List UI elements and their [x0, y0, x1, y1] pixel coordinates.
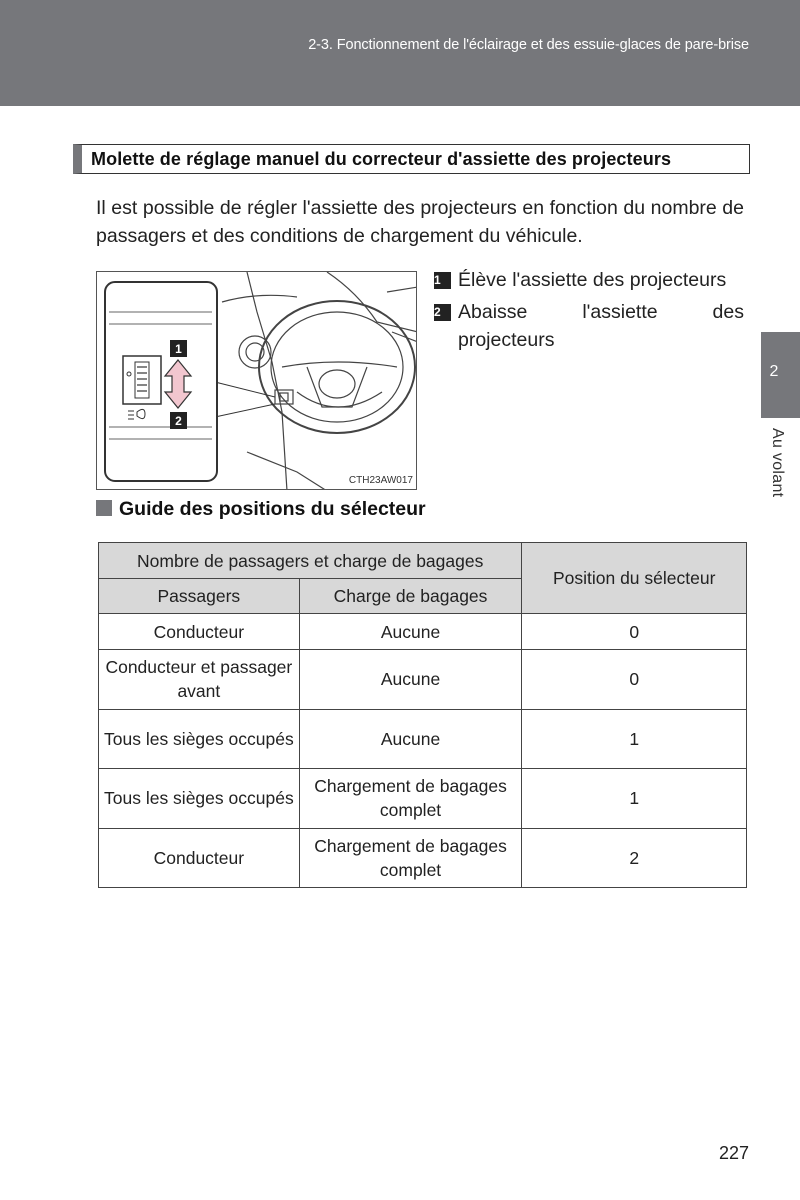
cell-charge: Aucune: [299, 709, 522, 769]
cell-charge: Chargement de bagages complet: [299, 828, 522, 888]
page-number: 227: [718, 1143, 749, 1163]
cell-position: 0: [522, 650, 747, 710]
group-header: Nombre de passagers et charge de bagages: [99, 543, 522, 579]
chapter-tab-number: 2: [769, 363, 779, 380]
cell-charge: Chargement de bagages complet: [299, 769, 522, 829]
table-row: [99, 614, 747, 650]
cell-charge: Aucune: [299, 650, 522, 710]
callout-number: 2: [434, 304, 451, 321]
steering-wheel-drawing: [97, 272, 417, 490]
callout-number: 1: [434, 272, 451, 289]
dashboard-illustration: [96, 271, 417, 490]
passagers-header: Passagers: [99, 579, 300, 614]
chapter-tab-label: Au volant: [769, 428, 786, 498]
charge-header: Charge de bagages: [299, 579, 522, 614]
cell-position: 0: [522, 614, 747, 650]
table-row: [99, 828, 747, 888]
cell-position: 1: [522, 709, 747, 769]
cell-passagers: Conducteur et passager avant: [99, 650, 300, 710]
section-title: Molette de réglage manuel du correcteur d'assiette des projecteurs: [91, 149, 672, 169]
cell-position: 1: [522, 769, 747, 829]
intro-paragraph: Il est possible de régler l'assiette des projecteurs en fonction du nombre de passagers et des conditions de chargement du véhicule.: [96, 197, 744, 247]
callout-text: Abaisse l'assiette des projecteurs: [458, 301, 744, 351]
callout-list: [434, 266, 744, 358]
table-row: [99, 650, 747, 710]
chapter-tab: [761, 332, 800, 418]
callout-text: Élève l'assiette des projecteurs: [458, 269, 727, 291]
guide-heading: [96, 498, 426, 521]
callout-item: [434, 266, 744, 294]
cell-passagers: Tous les sièges occupés: [99, 769, 300, 829]
chapter-title: 2-3. Fonctionnement de l'éclairage et des essuie-glaces de pare-brise: [308, 37, 749, 53]
marker-2: 2: [175, 414, 182, 428]
cell-passagers: Conducteur: [99, 828, 300, 888]
table-row: [99, 709, 747, 769]
table-row: [99, 769, 747, 829]
callout-item: [434, 298, 744, 354]
section-heading: [73, 144, 750, 174]
cell-passagers: Tous les sièges occupés: [99, 709, 300, 769]
position-header: Position du sélecteur: [522, 543, 747, 614]
cell-position: 2: [522, 828, 747, 888]
guide-title: Guide des positions du sélecteur: [119, 498, 426, 520]
selector-table: [98, 542, 747, 888]
cell-charge: Aucune: [299, 614, 522, 650]
figure-code: CTH23AW017: [348, 475, 413, 486]
square-bullet-icon: [96, 500, 112, 516]
header-band: [0, 0, 800, 106]
cell-passagers: Conducteur: [99, 614, 300, 650]
marker-1: 1: [175, 342, 182, 356]
